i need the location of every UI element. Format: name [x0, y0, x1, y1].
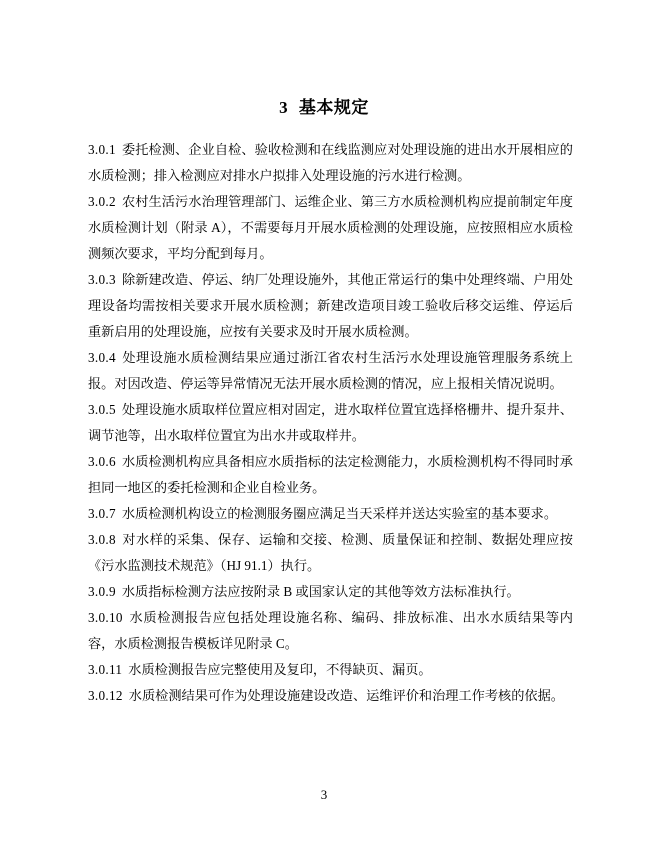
clause-number: 3.0.11: [88, 662, 123, 678]
clause-text: 委托检测、企业自检、验收检测和在线监测应对处理设施的进出水开展相应的水质检测；排入检测应对排水户拟排入处理设施的污水进行检测。: [88, 142, 573, 184]
clause: [88, 501, 573, 527]
section-title: 3 基本规定: [279, 98, 369, 118]
clause: [88, 527, 573, 579]
clause: [88, 605, 573, 657]
clause-number: 3.0.3: [88, 272, 116, 288]
clause: [88, 267, 573, 345]
clause-number: 3.0.8: [88, 532, 116, 548]
clause-text: 处理设施水质取样位置应相对固定，进水取样位置宜选择格栅井、提升泵井、调节池等，出水取样位置宜为出水井或取样井。: [88, 402, 573, 444]
clause-text: 水质检测机构设立的检测服务圈应满足当天采样并送达实验室的基本要求。: [121, 506, 558, 522]
clause-text: 水质检测机构应具备相应水质指标的法定检测能力，水质检测机构不得同时承担同一地区的委托检测和企业自检业务。: [88, 454, 573, 496]
clause-number: 3.0.10: [88, 610, 123, 626]
clause: [88, 189, 573, 267]
clause-number: 3.0.7: [88, 506, 116, 522]
clause-text: 处理设施水质检测结果应通过浙江省农村生活污水处理设施管理服务系统上报。对因改造、停运等异常情况无法开展水质检测的情况，应上报相关情况说明。: [88, 350, 573, 392]
clause: [88, 579, 573, 605]
clause: [88, 657, 573, 683]
clause-text: 除新建改造、停运、纳厂处理设施外，其他正常运行的集中处理终端、户用处理设备均需按相关要求开展水质检测；新建改造项目竣工验收后移交运维、停运后重新启用的处理设施，应按有关要求及时开展水质检测。: [88, 272, 573, 340]
clause-number: 3.0.5: [88, 402, 116, 418]
clause-number: 3.0.1: [88, 142, 116, 158]
clause-number: 3.0.9: [88, 584, 116, 600]
clause: [88, 397, 573, 449]
clause-number: 3.0.6: [88, 454, 116, 470]
clause-text: 水质检测结果可作为处理设施建设改造、运维评价和治理工作考核的依据。: [128, 688, 564, 704]
clause-list: [88, 137, 573, 709]
clause: [88, 449, 573, 501]
clause: [88, 137, 573, 189]
clause: [88, 345, 573, 397]
clause-text: 水质指标检测方法应按附录 B 或国家认定的其他等效方法标准执行。: [121, 584, 520, 600]
clause-text: 对水样的采集、保存、运输和交接、检测、质量保证和控制、数据处理应按《污水监测技术规范》（HJ 91.1）执行。: [88, 532, 573, 574]
clause-text: 农村生活污水治理管理部门、运维企业、第三方水质检测机构应提前制定年度水质检测计划（附录 A），不需要每月开展水质检测的处理设施，应按照相应水质检测频次要求，平均分配到每月。: [88, 194, 573, 262]
clause-number: 3.0.12: [88, 688, 123, 704]
page-number: 3: [320, 787, 328, 802]
clause-number: 3.0.2: [88, 194, 116, 210]
clause-text: 水质检测报告应包括处理设施名称、编码、排放标准、出水水质结果等内容，水质检测报告模板详见附录 C。: [88, 610, 573, 652]
clause: [88, 683, 573, 709]
clause-text: 水质检测报告应完整使用及复印，不得缺页、漏页。: [128, 662, 432, 678]
clause-number: 3.0.4: [88, 350, 116, 366]
